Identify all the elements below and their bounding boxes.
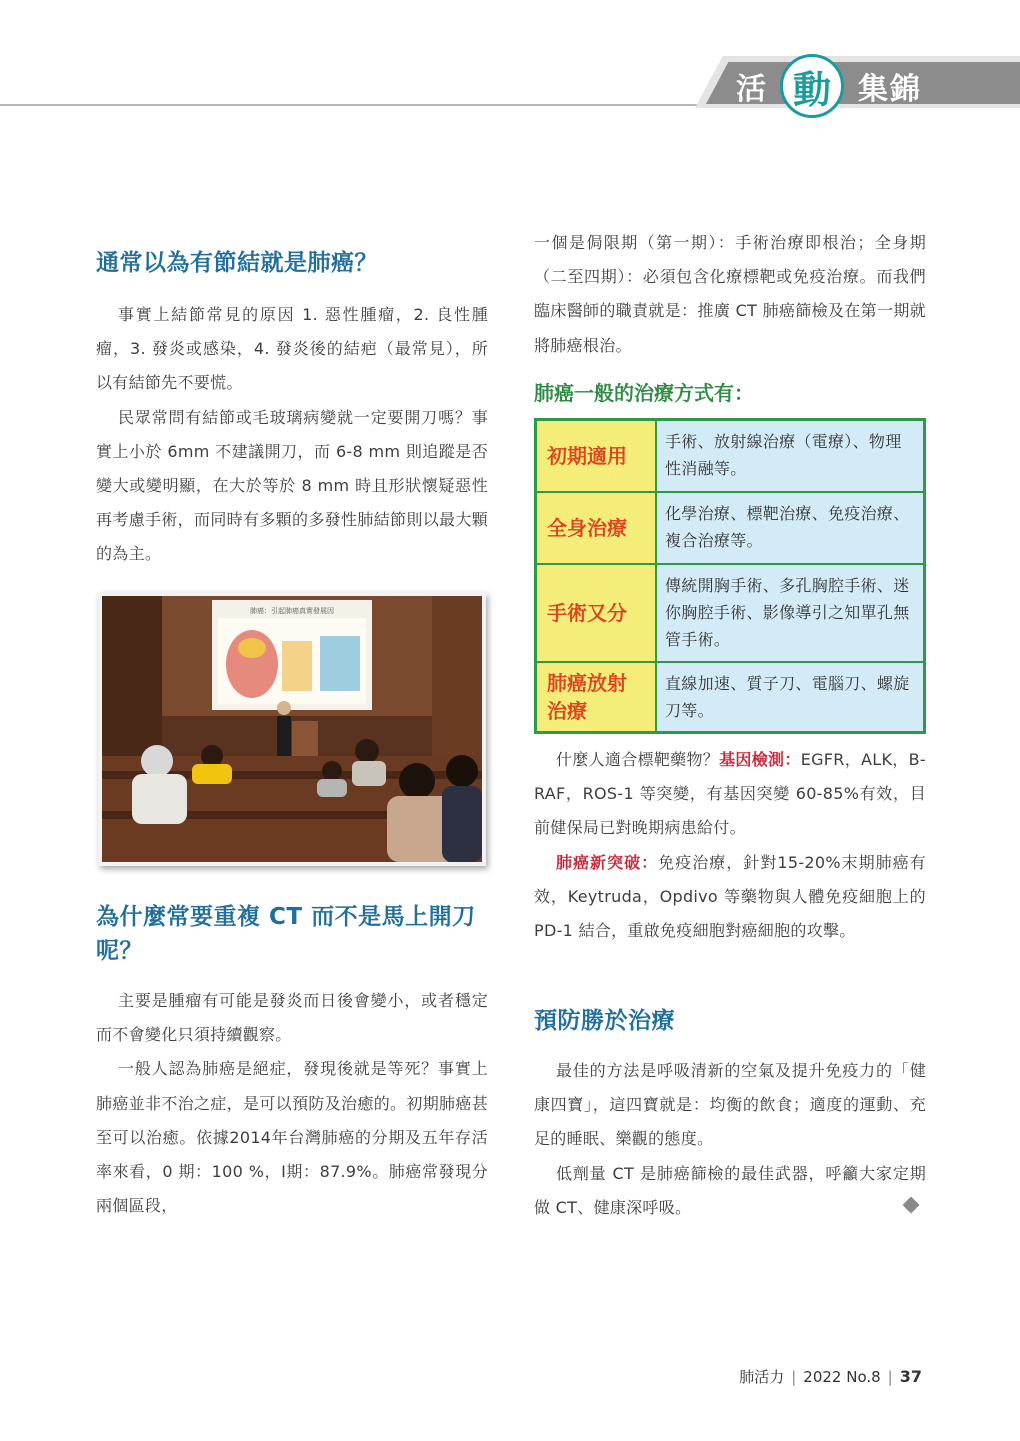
gene-test-highlight: 基因檢測： <box>719 750 801 769</box>
treatment-heading: 肺癌一般的治療方式有： <box>534 381 754 405</box>
slide-caption: 肺癌：引起肺癌真實發展因 <box>250 607 334 615</box>
targeted-question: 什麼人適合標靶藥物？ <box>556 750 720 769</box>
treatment-value: 傳統開胸手術、多孔胸腔手術、迷你胸腔手術、影像導引之知單孔無管手術。 <box>657 565 923 661</box>
treatment-row-surgery <box>537 563 923 661</box>
targeted-therapy-paragraph <box>534 743 926 846</box>
right-targeted <box>534 743 926 948</box>
treatment-row-radiation <box>537 661 923 731</box>
treatment-value: 化學治療、標靶治療、免疫治療、複合治療等。 <box>657 493 923 563</box>
treatment-table <box>534 418 926 734</box>
prevention-p2: 低劑量 CT 是肺癌篩檢的最佳武器，呼籲大家定期做 CT、健康深呼吸。 <box>534 1163 926 1217</box>
treatment-row-early <box>537 421 923 491</box>
lecture-photo <box>98 592 486 866</box>
treatment-row-systemic <box>537 491 923 563</box>
right-intro <box>534 226 926 363</box>
section-prevention <box>534 1004 926 1225</box>
treatment-label: 手術又分 <box>537 565 657 661</box>
footer-magazine: 肺活力 <box>739 1368 785 1386</box>
section-nodule <box>96 246 488 572</box>
treatment-label: 初期適用 <box>537 421 657 491</box>
stage-intro-paragraph: 一個是侷限期（第一期）：手術治療即根治；全身期（二至四期）：必須包含化療標靶或免疫治療。而我們臨床醫師的職責就是：推廣 CT 肺癌篩檢及在第一期就將肺癌根治。 <box>534 233 926 355</box>
breakthrough-paragraph <box>534 846 926 949</box>
prevention-title: 預防勝於治療 <box>534 1008 675 1034</box>
prevention-p1: 最佳的方法是呼吸清新的空氣及提升免疫力的「健康四寶」，這四寶就是：均衡的飲食；適度的運動、充足的睡眠、樂觀的態度。 <box>534 1061 926 1149</box>
header-rule <box>0 104 720 106</box>
treatment-label: 肺癌放射治療 <box>537 663 657 731</box>
treatment-value: 手術、放射線治療（電療）、物理性消融等。 <box>657 421 923 491</box>
treatment-value: 直線加速、質子刀、電腦刀、螺旋刀等。 <box>657 663 923 731</box>
header-circle-badge <box>780 54 844 118</box>
section-repeat-ct-title: 為什麼常要重複 CT 而不是馬上開刀呢？ <box>96 904 476 964</box>
treatment-heading-block <box>534 378 926 408</box>
section-nodule-p2: 民眾常問有結節或毛玻璃病變就一定要開刀嗎？事實上小於 6mm 不建議開刀，而 6-8 mm 則追蹤是否變大或變明顯，在大於等於 8 mm 時且形狀懷疑惡性再考慮手術，而同時有多顆的多發性肺結節則以最大顆的為主。 <box>96 407 488 564</box>
footer-separator: | <box>887 1368 893 1386</box>
section-nodule-title: 通常以為有節結就是肺癌？ <box>96 250 378 276</box>
footer-issue: 2022 No.8 <box>803 1368 881 1386</box>
page-number: 37 <box>899 1367 922 1386</box>
section-repeat-ct-p2: 一般人認為肺癌是絕症，發現後就是等死？事實上肺癌並非不治之症，是可以預防及治癒的。初期肺癌甚至可以治癒。依據2014年台灣肺癌的分期及五年存活率來看，0 期：100 %，Ⅰ期：87.9%。肺癌常發現分兩個區段， <box>96 1059 488 1216</box>
page-footer <box>739 1366 922 1387</box>
section-repeat-ct <box>96 900 488 1223</box>
breakthrough-detail: 免疫治療，針對15-20%末期肺癌有效，Keytruda，Opdivo 等藥物與人體免疫細胞上的 PD-1 結合，重啟免疫細胞對癌細胞的攻擊。 <box>534 852 926 941</box>
header-char-2: 動 <box>792 67 831 112</box>
lecture-photo-image <box>102 596 482 862</box>
section-nodule-p1: 事實上結節常見的原因 1. 惡性腫瘤，2. 良性腫瘤，3. 發炎或感染，4. 發炎後的結疤（最常見），所以有結節先不要慌。 <box>96 305 488 393</box>
header-char-1: 活 <box>736 72 768 107</box>
footer-separator: | <box>791 1368 797 1386</box>
section-repeat-ct-p1: 主要是腫瘤有可能是發炎而日後會變小，或者穩定而不會變化只須持續觀察。 <box>96 991 488 1045</box>
treatment-label: 全身治療 <box>537 493 657 563</box>
header-char-3: 集錦 <box>858 72 922 107</box>
breakthrough-highlight: 肺癌新突破： <box>556 852 659 872</box>
targeted-detail: EGFR，ALK，B-RAF，ROS-1 等突變，有基因突變 60-85%有效，目前健保局已對晚期病患給付。 <box>534 750 926 838</box>
